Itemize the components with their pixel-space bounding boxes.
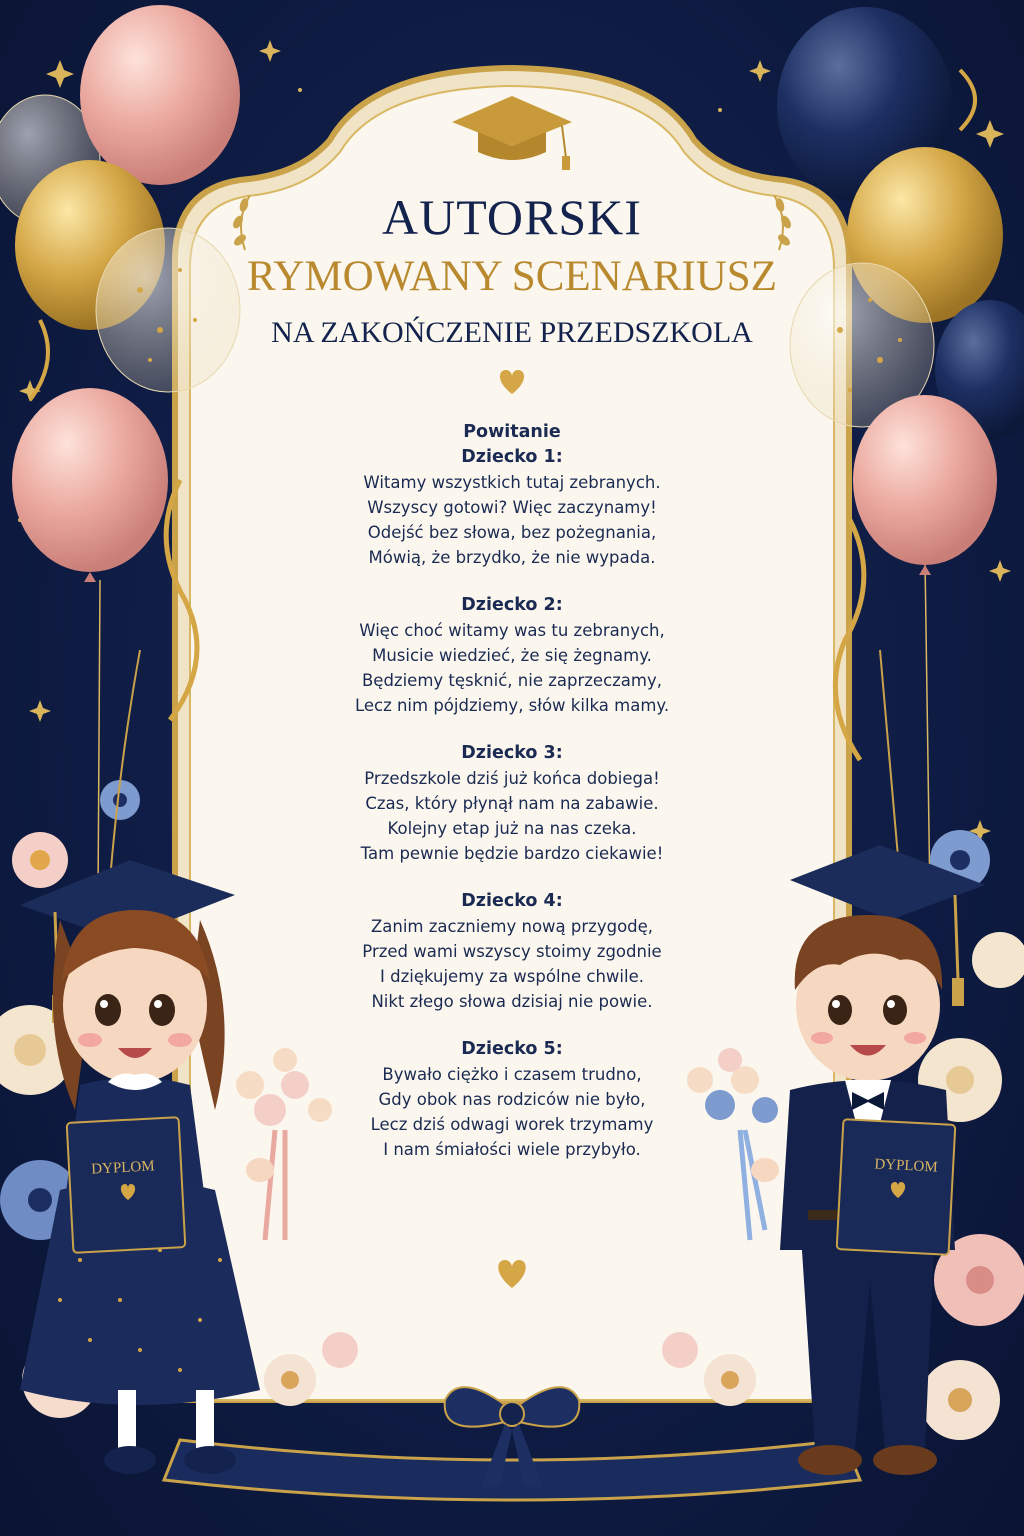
speaker-label: Dziecko 5: [461,1039,563,1059]
verse-block-1 [250,445,774,570]
verse-line: Kolejny etap już na nas czeka. [387,819,637,838]
verse-line: Lecz nim pójdziemy, słów kilka mamy. [354,696,670,715]
verse-line: Mówią, że brzydko, że nie wypada. [368,548,656,567]
title-line-1: AUTORSKI [382,189,642,245]
script-text [250,420,774,1185]
verse-line: Lecz dziś odwagi worek trzymamy [370,1115,654,1134]
verse-line: I nam śmiałości wiele przybyło. [383,1140,641,1159]
verse-block-2 [250,593,774,718]
ribbon-bow [164,1387,860,1500]
diploma-label-left: DYPLOM [90,1158,156,1178]
section-heading: Powitanie [463,422,561,442]
verse-line: Musicie wiedzieć, że się żegnamy. [372,646,652,665]
verse-line: Tam pewnie będzie bardzo ciekawie! [360,844,664,863]
verse-block-5 [250,1037,774,1162]
verse-line: Czas, który płynął nam na zabawie. [365,794,659,813]
verse-block-4 [250,889,774,1014]
speaker-label: Dziecko 1: [461,447,563,467]
speaker-label: Dziecko 2: [461,595,563,615]
speaker-label: Dziecko 4: [461,891,563,911]
diploma-label-right: DYPLOM [873,1156,939,1176]
verse-line: Przedszkole dziś już końca dobiega! [364,769,660,788]
verse-block-3 [250,741,774,866]
speaker-label: Dziecko 3: [461,743,563,763]
verse-line: Więc choć witamy was tu zebranych, [359,621,665,640]
verse-line: Odejść bez słowa, bez pożegnania, [367,523,657,542]
verse-line: I dziękujemy za wspólne chwile. [379,967,644,986]
verse-line: Zanim zaczniemy nową przygodę, [370,917,654,936]
title-line-2: RYMOWANY SCENARIUSZ [247,253,777,300]
title-line-3: NA ZAKOŃCZENIE PRZEDSZKOLA [271,316,753,349]
verse-line: Przed wami wszyscy stoimy zgodnie [362,942,662,961]
verse-line: Bywało ciężko i czasem trudno, [382,1065,642,1084]
verse-line: Gdy obok nas rodziców nie było, [378,1090,646,1109]
verse-line: Wszyscy gotowi? Więc zaczynamy! [367,498,657,517]
verse-line: Będziemy tęsknić, nie zaprzeczamy, [361,671,662,690]
verse-line: Nikt złego słowa dzisiaj nie powie. [371,992,653,1011]
verse-line: Witamy wszystkich tutaj zebranych. [363,473,661,492]
